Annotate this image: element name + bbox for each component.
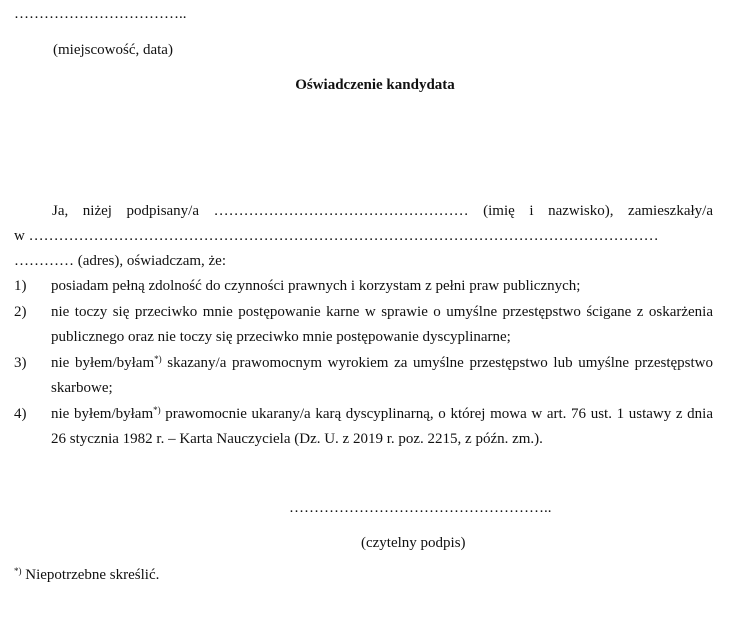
list-item-text-body: nie toczy się przeciwko mnie postępowanie karne w sprawie o umyślne przestępstwo ścigane z oskarżenia publicznego oraz nie toczy się przeciwko mnie postępowanie dyscyplinarne; bbox=[51, 303, 713, 345]
footnote bbox=[14, 567, 159, 584]
list-item-text-body: posiadam pełną zdolność do czynności prawnych i korzystam z pełni praw publicznych; bbox=[51, 278, 581, 294]
list-item-text bbox=[51, 274, 713, 300]
footnote-marker: *) bbox=[153, 404, 161, 415]
list-item-number: 2) bbox=[14, 303, 27, 320]
intro-line-name: Ja, niżej podpisany/a …………………………………………… (imię i nazwisko), zamieszkały/a bbox=[52, 203, 713, 219]
footnote-text: Niepotrzebne skreślić. bbox=[21, 567, 160, 583]
list-item bbox=[14, 402, 713, 453]
list-item-text bbox=[51, 351, 713, 402]
list-item bbox=[14, 300, 713, 351]
list-item-number: 4) bbox=[14, 405, 27, 422]
declaration-list bbox=[14, 274, 713, 453]
footnote-marker: *) bbox=[154, 353, 162, 364]
list-item-text bbox=[51, 300, 713, 351]
list-item bbox=[14, 351, 713, 402]
list-item-text-body: skazany/a prawomocnym wyrokiem za umyślne przestępstwo lub umyślne przestępstwo skarbowe; bbox=[51, 354, 713, 396]
list-item-text-lead: nie byłem/byłam bbox=[51, 354, 155, 371]
list-item bbox=[14, 274, 713, 300]
list-item-number: 3) bbox=[14, 354, 27, 371]
footnote-marker: *) bbox=[14, 566, 22, 576]
declaration-intro bbox=[14, 199, 713, 274]
intro-line-address: w ……………………………………………………………………………………………………………… bbox=[14, 228, 659, 244]
place-date-line: …………………………….. bbox=[14, 6, 187, 22]
list-item-number: 1) bbox=[14, 278, 27, 294]
place-date-label: (miejscowość, data) bbox=[53, 42, 173, 58]
list-item-text-body: prawomocnie ukarany/a karą dyscyplinarną, o której mowa w art. 76 ust. 1 ustawy z dnia 26 stycznia 1982 r. – Karta Nauczyciela (Dz. U. z 2019 r. poz. 2215, z późn. zm.). bbox=[51, 405, 713, 447]
intro-line-declare: ………… (adres), oświadczam, że: bbox=[14, 253, 227, 269]
signature-label: (czytelny podpis) bbox=[361, 535, 466, 551]
list-item-text-lead: nie byłem/byłam bbox=[51, 405, 154, 422]
document-title: Oświadczenie kandydata bbox=[295, 77, 455, 93]
list-item-text bbox=[51, 402, 713, 453]
signature-line: …………………………………………….. bbox=[289, 500, 552, 516]
